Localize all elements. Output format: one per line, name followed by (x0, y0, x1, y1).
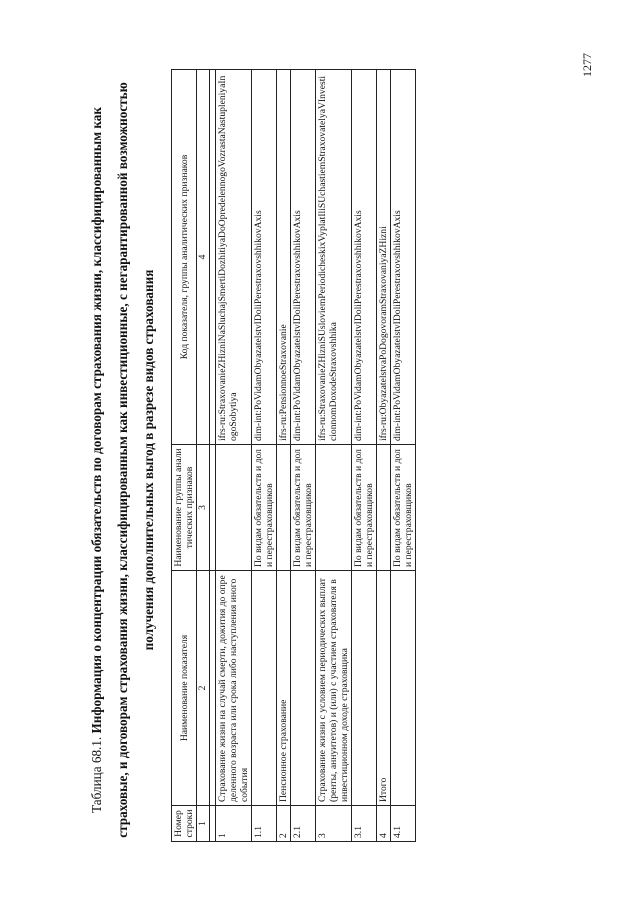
row-number-cell: 1 (216, 806, 252, 842)
caption-prefix: Таблица 68.1. (89, 733, 104, 813)
caption-title: Информация о концентрации обязательств по договорам страхования жизни, классифицированным как страховые, и договорам страхования жизни, классифицированным как инвестиционные, с негарантированной возможностью получения дополнительных выгод в разрезе видов страхования (89, 82, 156, 838)
code-cell: ifrs-ru:StraxovanieZHizniNaSluchajSmertiDozhitiyaDoOpredelennogoVozrastaNastupleniyaInogoSobytiya (216, 70, 252, 445)
table-row (252, 70, 277, 842)
row-number-cell: 3 (316, 806, 352, 842)
table-row (316, 70, 352, 842)
row-number-cell: 3.1 (352, 806, 377, 842)
indicator-name-cell (291, 571, 316, 806)
header-row-number: Номер строки (172, 806, 197, 842)
code-cell: dim-int:PoVidamObyazatelstvIDoliPerestraxovshhikovAxis (252, 70, 277, 445)
header-group-name: Наименование группы аналитических признаков (172, 445, 197, 571)
indicators-table (171, 69, 416, 842)
header-indicator-name: Наименование показателя (172, 571, 197, 806)
header-code: Код показателя, группы аналитических признаков (172, 70, 197, 445)
table-body (216, 70, 416, 842)
column-number-row (197, 70, 210, 842)
column-number: 1 (197, 806, 210, 842)
code-cell: ifrs-ru:ObyazatelstvaPoDogovoramStraxovaniyaZHizni (377, 70, 391, 445)
table-row (291, 70, 316, 842)
code-cell: ifrs-ru:PensionnoeStraxovanie (277, 70, 291, 445)
table-header-row (172, 70, 197, 842)
row-number-cell: 2.1 (291, 806, 316, 842)
group-name-cell (316, 445, 352, 571)
table-row (352, 70, 377, 842)
indicator-name-cell: Страхование жизни на случай смерти, дожития до определенного возраста или срока либо наступления иного события (216, 571, 252, 806)
code-cell: dim-int:PoVidamObyazatelstvIDoliPerestraxovshhikovAxis (391, 70, 416, 445)
table-row (377, 70, 391, 842)
table-row (277, 70, 291, 842)
row-number-cell: 4 (377, 806, 391, 842)
column-number: 4 (197, 70, 210, 445)
indicator-name-cell (391, 571, 416, 806)
group-name-cell: По видам обязательств и доли перестраховщиков (291, 445, 316, 571)
table-row (216, 70, 252, 842)
column-number: 3 (197, 445, 210, 571)
indicator-name-cell (252, 571, 277, 806)
group-name-cell (216, 445, 252, 571)
indicator-name-cell: Итого (377, 571, 391, 806)
code-cell: dim-int:PoVidamObyazatelstvIDoliPerestraxovshhikovAxis (352, 70, 377, 445)
table-caption (84, 75, 162, 845)
indicator-name-cell: Страхование жизни с условием периодических выплат (ренты, аннуитетов) и (или) с участием страхователя в инвестиционном доходе страховщика (316, 571, 352, 806)
indicator-name-cell: Пенсионное страхование (277, 571, 291, 806)
group-name-cell: По видам обязательств и доли перестраховщиков (352, 445, 377, 571)
page-number: 1277 (580, 53, 594, 77)
table-row (391, 70, 416, 842)
group-name-cell (277, 445, 291, 571)
row-number-cell: 1.1 (252, 806, 277, 842)
group-name-cell: По видам обязательств и доли перестраховщиков (252, 445, 277, 571)
row-number-cell: 4.1 (391, 806, 416, 842)
group-name-cell (377, 445, 391, 571)
code-cell: ifrs-ru:StraxovanieZHizniSUsloviemPeriodicheskixVyplatIliSUchastiemStraxovatelyaVInvesticionnomDoxodeStraxovshhika (316, 70, 352, 445)
group-name-cell: По видам обязательств и доли перестраховщиков (391, 445, 416, 571)
indicator-name-cell (352, 571, 377, 806)
code-cell: dim-int:PoVidamObyazatelstvIDoliPerestraxovshhikovAxis (291, 70, 316, 445)
row-number-cell: 2 (277, 806, 291, 842)
column-number: 2 (197, 571, 210, 806)
